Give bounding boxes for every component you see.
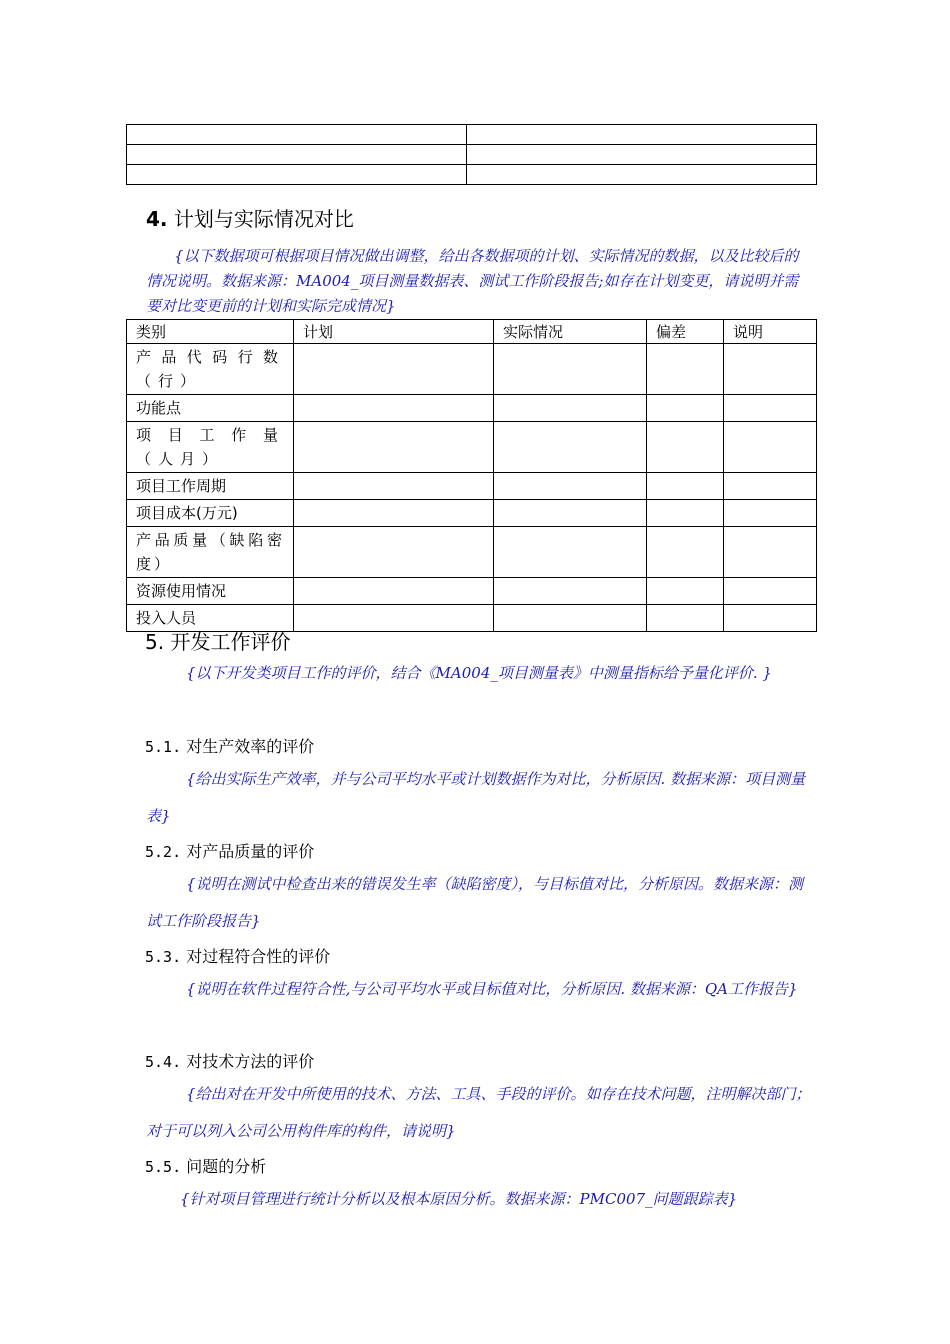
- row-label: 产品代码行数（行）: [127, 344, 294, 395]
- column-header: 类别: [127, 320, 294, 344]
- section-4-heading: [146, 203, 354, 232]
- subsection-5-2-note: {说明在测试中检查出来的错误发生率（缺陷密度），与目标值对比，分析原因。数据来源：测试工作阶段报告}: [146, 875, 804, 930]
- row-label: 项目工作量（人月）: [127, 422, 294, 473]
- table-row: [127, 500, 817, 527]
- table-row: [127, 578, 817, 605]
- row-label: 资源使用情况: [127, 578, 294, 605]
- table-row: [127, 145, 817, 165]
- subsection-5-5-heading: 5.5. 问题的分析: [145, 1157, 267, 1176]
- subsection-5-3-note: {说明在软件过程符合性,与公司平均水平或目标值对比，分析原因. 数据来源：QA工作报告}: [186, 980, 798, 998]
- row-label: 项目工作周期: [127, 473, 294, 500]
- column-header: 计划: [294, 320, 494, 344]
- table-header-row: [127, 320, 817, 344]
- column-header: 说明: [724, 320, 817, 344]
- subsection-5-2-heading: 5.2. 对产品质量的评价: [145, 842, 315, 861]
- table-row: [127, 527, 817, 578]
- table-row: [127, 473, 817, 500]
- row-label: 投入人员: [127, 605, 294, 632]
- section-number: 4.: [146, 207, 168, 231]
- section-4-note: {以下数据项可根据项目情况做出调整，给出各数据项的计划、实际情况的数据，以及比较后的情况说明。数据来源：MA004_项目测量数据表、测试工作阶段报告;如存在计划变更，请说明并需要对比变更前的计划和实际完成情况}: [146, 247, 799, 315]
- table-row: [127, 165, 817, 185]
- subsection-5-3-heading: 5.3. 对过程符合性的评价: [145, 947, 331, 966]
- column-header: 实际情况: [494, 320, 647, 344]
- subsection-5-4-note: {给出对在开发中所使用的技术、方法、工具、手段的评价。如存在技术问题，注明解决部门；对于可以列入公司公用构件库的构件，请说明}: [146, 1085, 811, 1140]
- subsection-5-5-note: {针对项目管理进行统计分析以及根本原因分析。数据来源：PMC007_问题跟踪表}: [180, 1190, 738, 1208]
- subsection-5-1-heading: 5.1. 对生产效率的评价: [145, 737, 315, 756]
- table-row: [127, 125, 817, 145]
- previous-section-table: [126, 124, 817, 185]
- subsection-5-4-heading: 5.4. 对技术方法的评价: [145, 1052, 315, 1071]
- table-row: [127, 395, 817, 422]
- row-label: 功能点: [127, 395, 294, 422]
- section-title: 计划与实际情况对比: [173, 207, 354, 231]
- column-header: 偏差: [647, 320, 724, 344]
- plan-vs-actual-table: [126, 319, 817, 632]
- subsection-5-1-note: {给出实际生产效率，并与公司平均水平或计划数据作为对比，分析原因. 数据来源：项目测量表}: [146, 770, 806, 825]
- row-label: 项目成本(万元): [127, 500, 294, 527]
- table-row: [127, 344, 817, 395]
- section-5-note: {以下开发类项目工作的评价，结合《MA004_项目测量表》中测量指标给予量化评价. }: [186, 664, 772, 682]
- row-label: 产品质量（缺陷密度）: [127, 527, 294, 578]
- table-row: [127, 422, 817, 473]
- section-5-heading: 5. 开发工作评价: [145, 630, 291, 654]
